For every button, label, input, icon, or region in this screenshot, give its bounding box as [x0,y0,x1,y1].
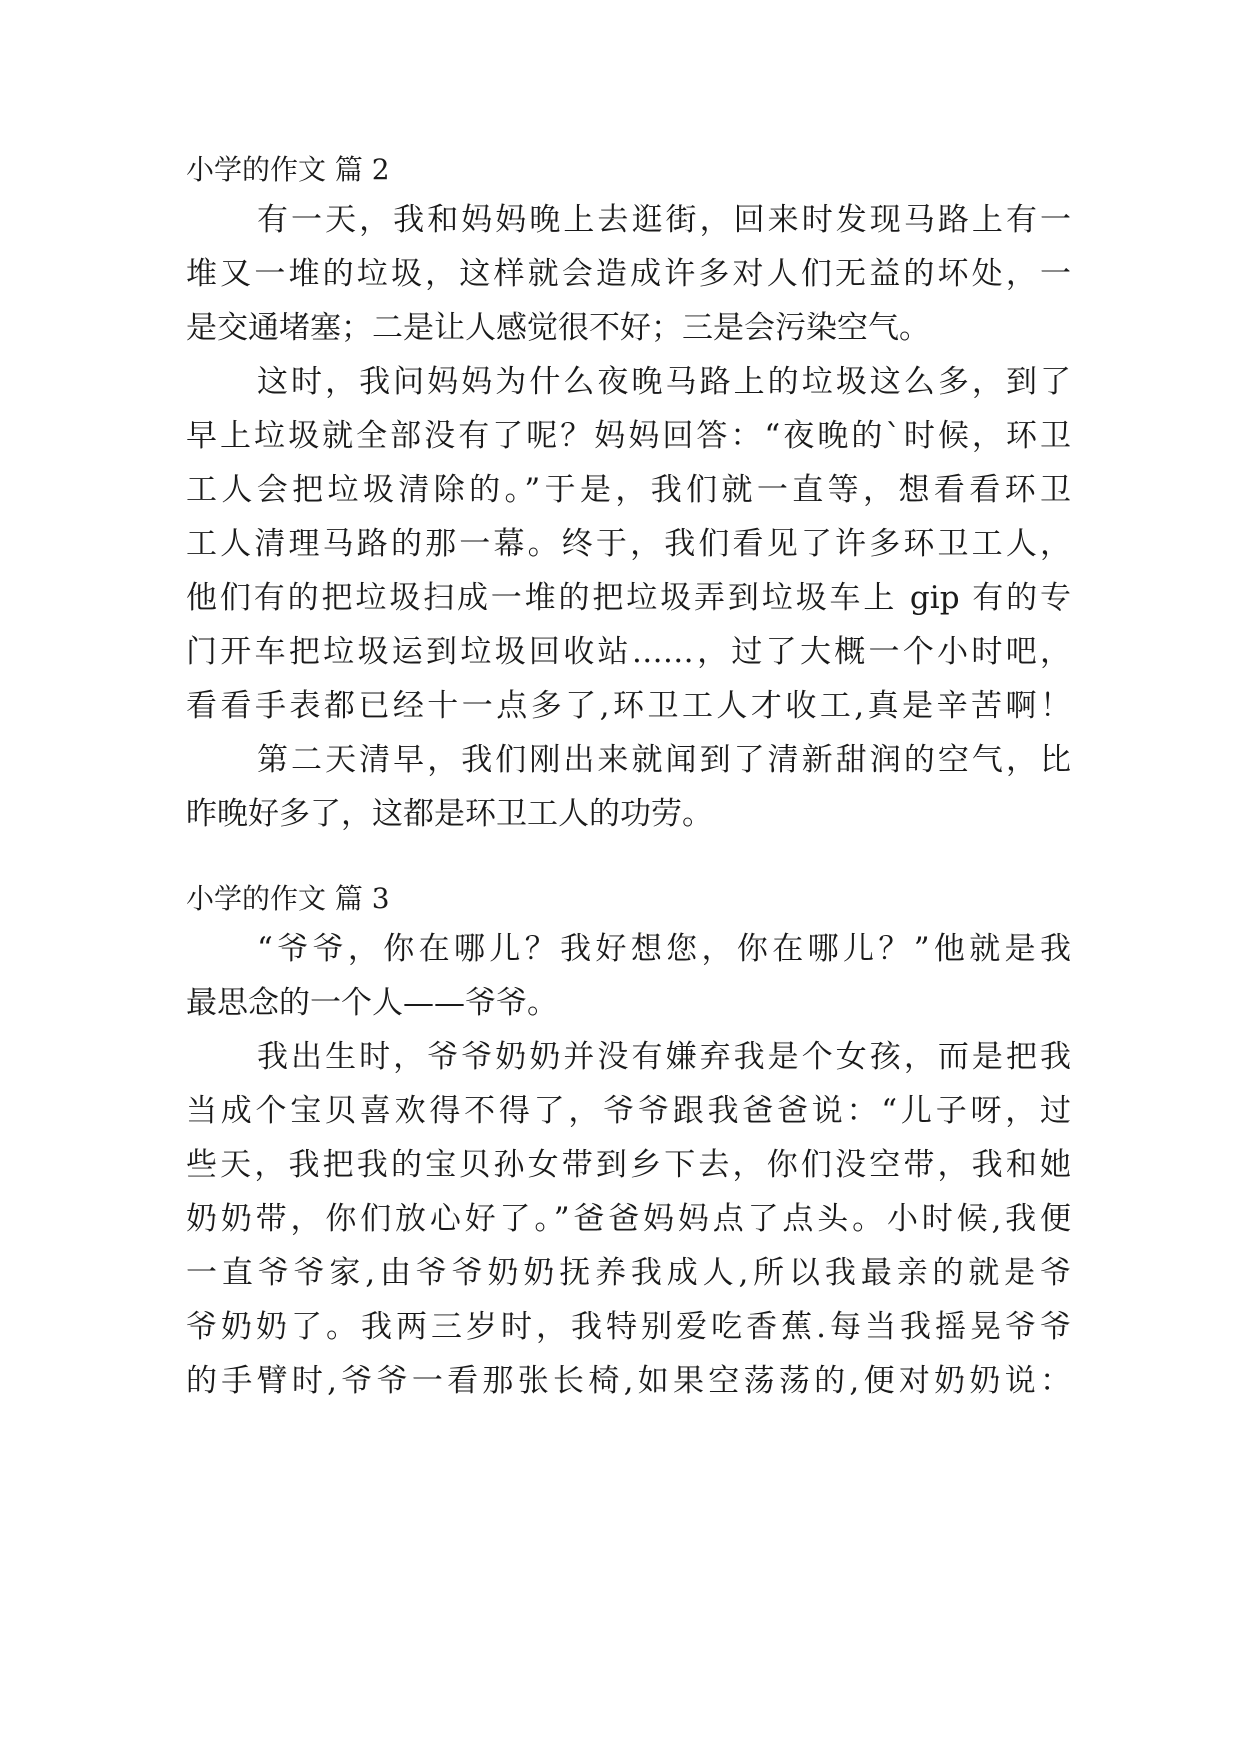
text-line: 第二天清早，我们刚出来就闻到了清新甜润的空气，比 [257,742,1071,778]
text-line: 我出生时，爷爷奶奶并没有嫌弃我是个女孩，而是把我 [257,1039,1071,1075]
text-line: 有一天，我和妈妈晚上去逛街，回来时发现马路上有一 [257,202,1071,238]
text-line: 是交通堵塞；二是让人感觉很不好；三是会污染空气。 [186,310,930,346]
text-line: 最思念的一个人——爷爷。 [186,985,558,1021]
text-line: “爷爷，你在哪儿？我好想您，你在哪儿？”他就是我 [257,931,1071,967]
text-line: 爷奶奶了。我两三岁时，我特别爱吃香蕉.每当我摇晃爷爷 [186,1309,1071,1345]
text-line: 看看手表都已经十一点多了,环卫工人才收工,真是辛苦啊！ [186,688,1071,724]
text-line: 当成个宝贝喜欢得不得了，爷爷跟我爸爸说：“儿子呀，过 [186,1093,1071,1129]
text-line: 奶奶带，你们放心好了。”爸爸妈妈点了点头。小时候,我便 [186,1201,1071,1237]
text-line: 工人会把垃圾清除的。”于是，我们就一直等，想看看环卫 [186,472,1071,508]
section-title: 小学的作文 篇 2 [186,153,390,186]
text-line: 些天，我把我的宝贝孙女带到乡下去，你们没空带，我和她 [186,1147,1071,1183]
text-line: 工人清理马路的那一幕。终于，我们看见了许多环卫工人， [186,526,1071,562]
text-line: 早上垃圾就全部没有了呢？妈妈回答：“夜晚的`时候，环卫 [186,418,1071,454]
text-line: 的手臂时,爷爷一看那张长椅,如果空荡荡的,便对奶奶说： [186,1363,1071,1399]
text-line: 堆又一堆的垃圾，这样就会造成许多对人们无益的坏处，一 [186,256,1071,292]
text-line: 他们有的把垃圾扫成一堆的把垃圾弄到垃圾车上 gip 有的专 [186,580,1071,616]
text-line: 一直爷爷家,由爷爷奶奶抚养我成人,所以我最亲的就是爷 [186,1255,1071,1291]
text-line: 昨晚好多了，这都是环卫工人的功劳。 [186,796,713,832]
section-title: 小学的作文 篇 3 [186,882,390,915]
text-line: 这时，我问妈妈为什么夜晚马路上的垃圾这么多，到了 [257,364,1071,400]
text-line: 门开车把垃圾运到垃圾回收站……，过了大概一个小时吧， [186,634,1071,670]
